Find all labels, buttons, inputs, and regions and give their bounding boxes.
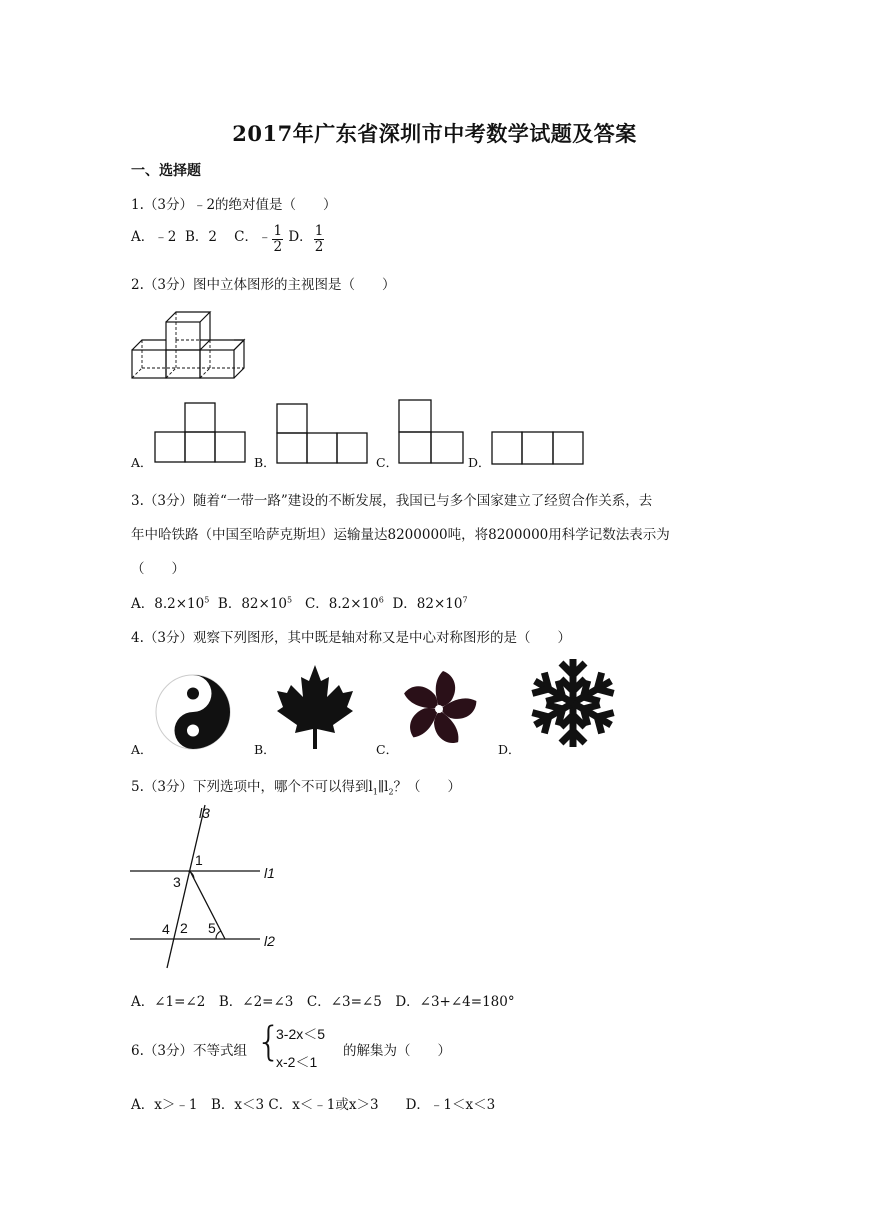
question-5-stem: 5.（3分）下列选项中，哪个不可以得到$l_1\parallel l_2$？（ ） — [131, 779, 462, 797]
snowflake-icon[interactable] — [523, 655, 623, 751]
label-l2: l2 — [264, 933, 275, 949]
solid-figure — [130, 305, 250, 380]
yin-yang-icon[interactable] — [154, 673, 232, 751]
q1-option-b[interactable]: B．2 — [184, 229, 217, 245]
q2-option-d-figure[interactable] — [491, 431, 585, 465]
q3-option-a[interactable]: A．$8.2\times 10^5$ — [131, 595, 210, 612]
q4-option-b-label[interactable]: B． — [254, 742, 276, 757]
maple-leaf-icon[interactable] — [275, 663, 355, 751]
question-3-line-3: （ ） — [131, 561, 185, 577]
inequality-1: 3-2x＜5 — [276, 1026, 326, 1042]
label-angle-3: 3 — [173, 874, 181, 890]
section-heading: 一、选择题 — [131, 163, 201, 179]
q2-option-d-label[interactable]: D． — [468, 455, 491, 470]
question-1-options — [131, 224, 325, 255]
inequality-2: x-2＜1 — [276, 1054, 318, 1070]
question-2-stem: 2.（3分）图中立体图形的主视图是（ ） — [131, 277, 396, 293]
parallel-lines-figure — [130, 805, 290, 975]
question-4-stem: 4.（3分）观察下列图形，其中既是轴对称又是中心对称图形的是（ ） — [131, 630, 571, 646]
label-angle-5: 5 — [208, 920, 216, 936]
q2-option-c-figure[interactable] — [398, 399, 464, 465]
q2-option-b-label[interactable]: B． — [254, 455, 276, 470]
q4-option-a-label[interactable]: A． — [131, 742, 153, 757]
q1-option-a[interactable]: A．﹣2 — [131, 229, 177, 245]
label-l1: l1 — [264, 865, 275, 881]
label-angle-4: 4 — [162, 921, 170, 937]
bauhinia-flower-icon[interactable] — [398, 668, 480, 750]
question-1-stem: 1.（3分）﹣2的绝对值是（ ） — [131, 197, 337, 213]
q1-option-d[interactable]: D． $\frac{1}{2}$ — [288, 223, 324, 255]
q3-option-b[interactable]: B．$82\times 10^5$ — [217, 595, 293, 612]
question-3-line-1: 3.（3分）随着“一带一路”建设的不断发展，我国已与多个国家建立了经贸合作关系，去 — [131, 493, 653, 509]
q2-option-b-figure[interactable] — [276, 403, 368, 465]
q4-option-d-label[interactable]: D． — [498, 742, 521, 757]
q3-option-c[interactable]: C．$8.2\times 10^6$ — [304, 595, 384, 612]
page-title: 2017年广东省深圳市中考数学试题及答案 — [232, 121, 637, 146]
question-3-line-2: 年中哈铁路（中国至哈萨克斯坦）运输量达8200000吨，将8200000用科学记数法表示为 — [131, 527, 670, 543]
brace-icon: { — [256, 1019, 282, 1065]
q4-option-c-label[interactable]: C． — [376, 742, 399, 757]
q3-option-d[interactable]: D．$82\times 10^7$ — [392, 595, 468, 612]
label-l3: l3 — [199, 805, 210, 821]
question-6-options[interactable]: A．x＞﹣1 B．x＜3 C．x＜﹣1或x＞3 D．﹣1＜x＜3 — [131, 1097, 496, 1113]
question-3-options — [131, 592, 468, 612]
question-5-options[interactable]: A．∠1=∠2 B．∠2=∠3 C．∠3=∠5 D．∠3+∠4=180° — [131, 994, 515, 1010]
question-6-stem-suffix: 的解集为（ ） — [343, 1043, 451, 1059]
label-angle-1: 1 — [195, 852, 203, 868]
q2-option-a-figure[interactable] — [154, 402, 246, 464]
q2-option-a-label[interactable]: A． — [131, 455, 153, 470]
q1-option-c[interactable]: C．﹣ $\frac{1}{2}$ — [234, 223, 283, 255]
label-angle-2: 2 — [180, 920, 188, 936]
q2-option-c-label[interactable]: C． — [376, 455, 399, 470]
question-6-stem-prefix: 6.（3分）不等式组 — [131, 1043, 247, 1059]
